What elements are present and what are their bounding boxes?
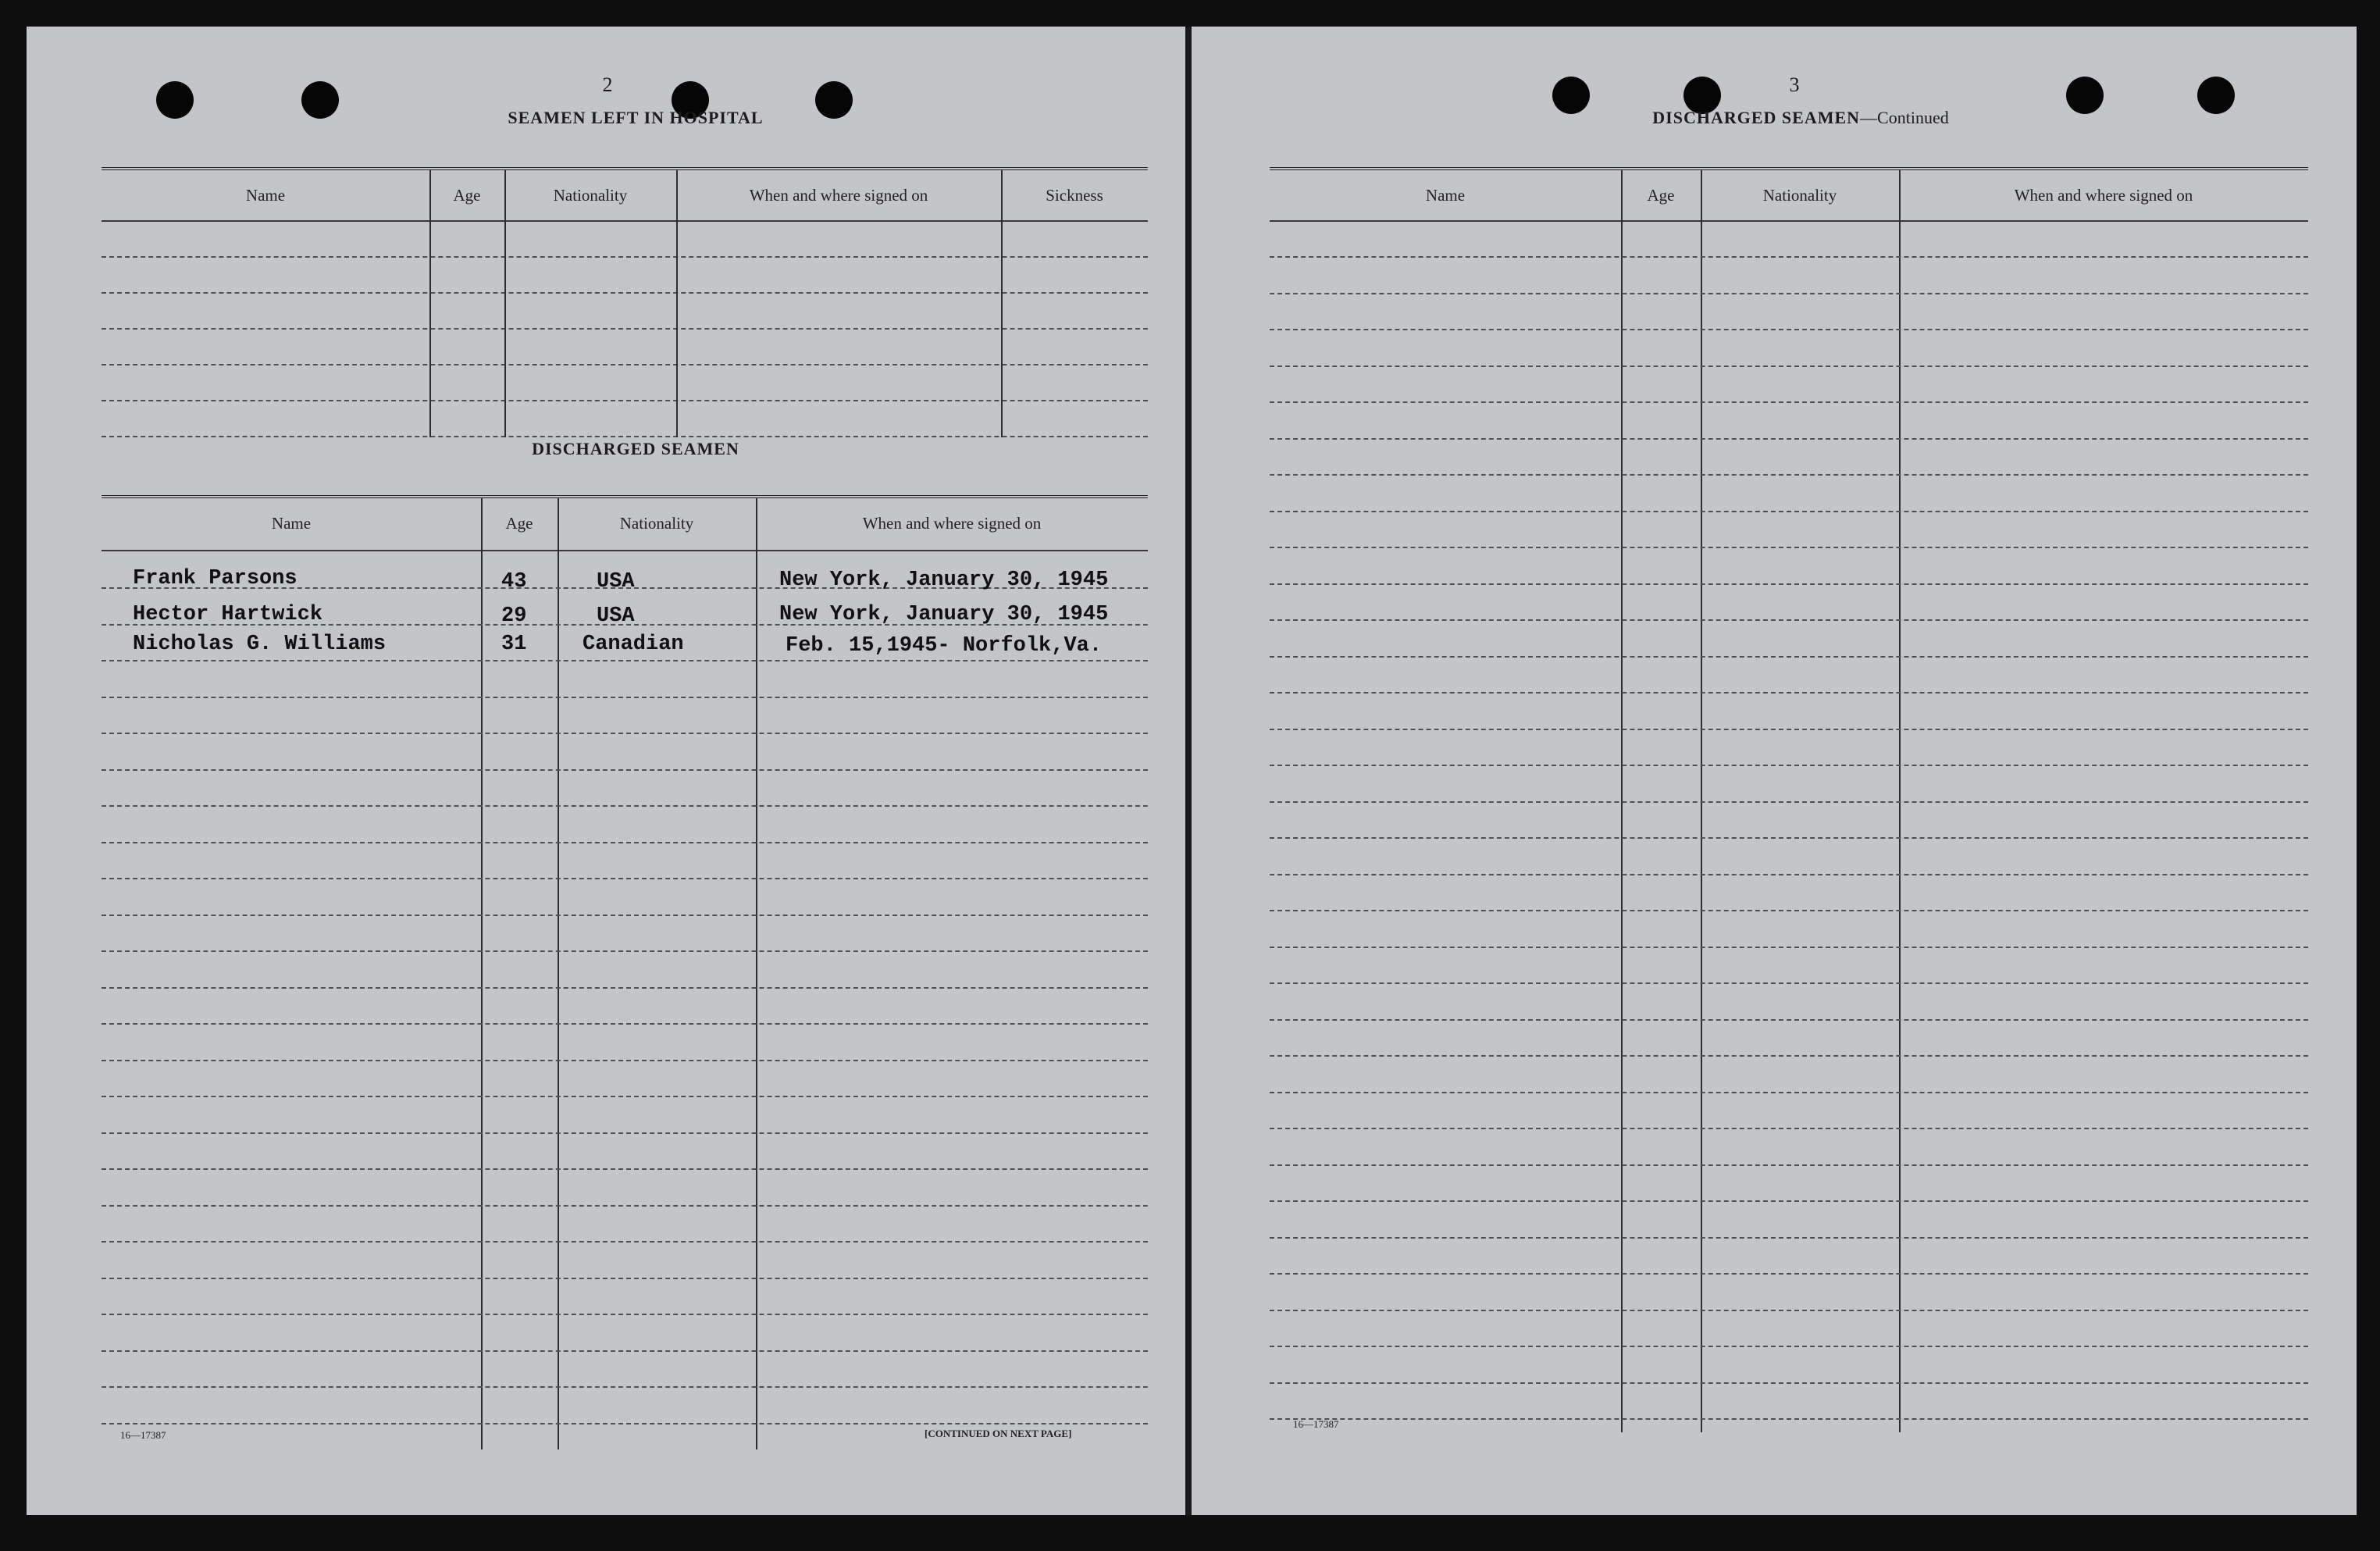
ruled-line [102,697,1148,698]
hospital-table [102,139,1148,444]
ruled-line [102,805,1148,807]
seaman-age: 43 [501,570,527,594]
ruled-line [102,1023,1148,1025]
ruled-line [1270,1346,2308,1347]
discharged-continued-table [1270,139,2308,1435]
ruled-line [1270,256,2308,258]
form-number: 16—17387 [1293,1418,1339,1430]
discharged-section-title: DISCHARGED SEAMEN [532,439,739,458]
ruled-line [1270,1237,2308,1239]
ruled-line [1270,1310,2308,1311]
ruled-line [102,987,1148,989]
continued-note: [CONTINUED ON NEXT PAGE] [925,1428,1072,1439]
col-header-name: Name [1425,186,1466,205]
form-number: 16—17387 [120,1429,166,1441]
col-header-age: Age [1647,186,1675,205]
ruled-line [102,1241,1148,1243]
col-header-age: Age [505,514,533,533]
ruled-line [1270,874,2308,875]
ruled-line [102,915,1148,916]
ruled-line [1270,474,2308,476]
ruled-line [102,1386,1148,1388]
ruled-line [1270,910,2308,911]
ruled-line [1270,692,2308,693]
col-header-sickness: Sickness [1046,186,1103,205]
seaman-name: Frank Parsons [133,567,298,590]
ruled-line [1270,765,2308,766]
ruled-line [102,842,1148,843]
col-header-nationality: Nationality [1762,186,1837,205]
ruled-line [1270,619,2308,621]
ruled-line [102,769,1148,771]
ruled-line [102,1350,1148,1352]
ruled-line [1270,729,2308,730]
ruled-line [1270,1273,2308,1275]
seaman-age: 29 [501,604,527,628]
ruled-line [1270,401,2308,403]
seaman-name: Hector Hartwick [133,603,323,626]
col-header-name: Name [271,514,312,533]
punch-hole [301,81,339,119]
ruled-line [1270,1200,2308,1202]
ruled-line [1270,801,2308,803]
ruled-line [102,660,1148,661]
ruled-line [102,1096,1148,1097]
ruled-line [102,878,1148,879]
ruled-line [1270,982,2308,984]
ruled-line [102,1168,1148,1170]
discharged-continued-title: DISCHARGED SEAMEN—Continued [1652,108,1949,127]
ruled-line [1270,365,2308,367]
page-number: 2 [602,73,613,96]
ruled-line [1270,1164,2308,1166]
discharged-table [102,467,1148,1453]
ruled-line [102,1132,1148,1134]
ruled-line [1270,947,2308,948]
page-number: 3 [1789,73,1800,96]
seaman-nationality: USA [597,604,635,628]
seaman-signed-on: New York, January 30, 1945 [779,603,1109,626]
ruled-line [1270,1128,2308,1129]
col-header-signed-on: When and where signed on [749,186,928,205]
ruled-line [1270,583,2308,585]
ruled-line [1270,511,2308,512]
seaman-age: 31 [501,633,527,656]
ruled-line [1270,438,2308,440]
ruled-line [102,1060,1148,1061]
ruled-line [102,1278,1148,1279]
col-header-name: Name [245,186,286,205]
ruled-line [1270,1092,2308,1093]
col-header-age: Age [453,186,481,205]
ruled-line [1270,293,2308,294]
punch-hole [2197,77,2235,114]
ruled-line [1270,547,2308,548]
ruled-line [102,733,1148,734]
right-page [1192,27,2357,1515]
seaman-nationality: USA [597,570,635,594]
ruled-line [102,1205,1148,1207]
ruled-line [1270,329,2308,330]
ruled-line [1270,1418,2308,1420]
ruled-line [1270,1019,2308,1021]
seaman-name: Nicholas G. Williams [133,633,387,656]
ruled-line [1270,837,2308,839]
ruled-line [102,950,1148,952]
col-header-signed-on: When and where signed on [2014,186,2193,205]
col-header-nationality: Nationality [619,514,694,533]
col-header-signed-on: When and where signed on [862,514,1042,533]
seaman-signed-on: New York, January 30, 1945 [779,569,1109,592]
ruled-line [1270,1382,2308,1384]
ruled-line [102,1423,1148,1424]
left-page [27,27,1185,1515]
col-header-nationality: Nationality [553,186,628,205]
seaman-nationality: Canadian [583,633,684,656]
punch-hole [156,81,194,119]
ruled-line [1270,656,2308,658]
ruled-line [102,1314,1148,1315]
page-gutter [1185,27,1192,1515]
ruled-line [1270,1055,2308,1057]
seaman-signed-on: Feb. 15,1945- Norfolk,Va. [786,634,1103,658]
hospital-section-title: SEAMEN LEFT IN HOSPITAL [508,108,764,127]
